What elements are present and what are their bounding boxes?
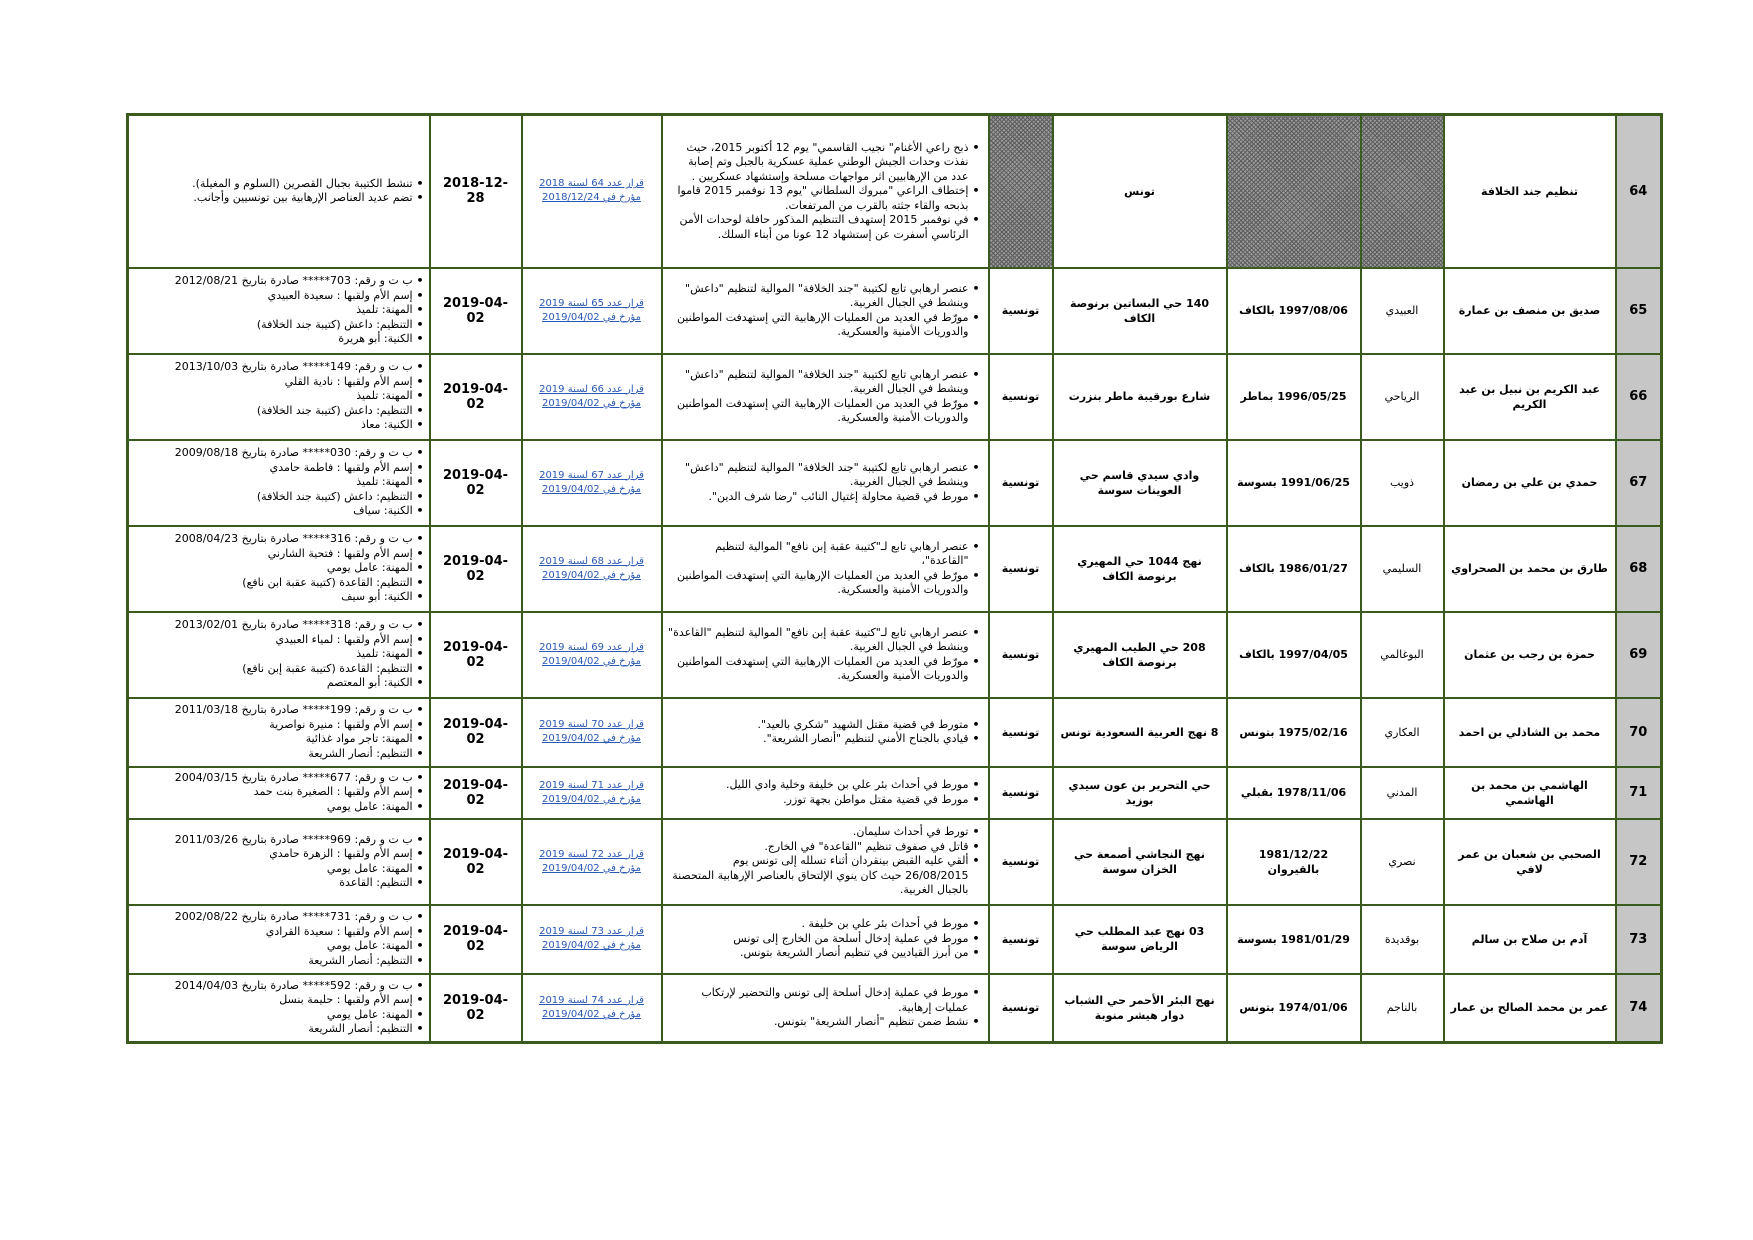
- decision-cell: [522, 612, 662, 698]
- decision-link[interactable]: قرار عدد 65 لسنة 2019 مؤرخ في 2019/04/02: [539, 297, 644, 323]
- note-line: • ب ت و رقم: 731***** صادرة بتاريخ 2002/08/22: [134, 910, 424, 925]
- surname-cell: البوغالمي: [1361, 612, 1444, 698]
- name-cell: عبد الكريم بن نبيل بن عبد الكريم: [1444, 354, 1616, 440]
- row-number-cell: 68: [1616, 526, 1662, 612]
- note-line: • الكنية: أبو المعتصم: [134, 676, 424, 691]
- surname-cell: ذويب: [1361, 440, 1444, 526]
- birth-cell: 1997/08/06 بالكاف: [1227, 268, 1361, 354]
- note-line: • إسم الأم ولقبها : منيرة نواصرية: [134, 718, 424, 733]
- note-line: • تنشط الكتيبة بجبال القصرين (السلوم و المغيلة).: [134, 177, 424, 192]
- decision-link[interactable]: قرار عدد 64 لسنة 2018 مؤرخ في 2018/12/24: [539, 178, 644, 204]
- fact-item: • تورط في أحداث سليمان.: [668, 825, 969, 840]
- row-number-cell: 71: [1616, 767, 1662, 819]
- address-cell: 03 نهج عبد المطلب حي الرياض سوسة: [1053, 905, 1227, 974]
- note-line: • المهنة: عامل يومي: [134, 561, 424, 576]
- date-cell: 2019-04-02: [430, 440, 522, 526]
- facts-cell: [662, 526, 989, 612]
- nationality-cell: تونسية: [989, 526, 1053, 612]
- nationality-cell: تونسية: [989, 905, 1053, 974]
- fact-item: • في نوفمبر 2015 إستهدف التنظيم المذكور حافلة لوحدات الأمن الرئاسي أسفرت عن إستشهاد 12 عونا من أبناء السلك.: [668, 213, 969, 242]
- note-line: • التنظيم: القاعدة: [134, 876, 424, 891]
- facts-list: [668, 986, 983, 1030]
- note-line: • ب ت و رقم: 149***** صادرة بتاريخ 2013/10/03: [134, 360, 424, 375]
- table-row: [128, 354, 1662, 440]
- notes-cell: [128, 819, 430, 905]
- surname-cell: العكاري: [1361, 698, 1444, 767]
- decision-cell: [522, 819, 662, 905]
- table-row: [128, 698, 1662, 767]
- notes-cell: [128, 354, 430, 440]
- fact-item: • متورط في قضية مقتل الشهيد "شكري بالعيد".: [668, 718, 969, 733]
- name-cell: الهاشمي بن محمد بن الهاشمي: [1444, 767, 1616, 819]
- name-cell: صديق بن منصف بن عمارة: [1444, 268, 1616, 354]
- note-line: • المهنة: عامل يومي: [134, 1008, 424, 1023]
- nationality-cell: تونسية: [989, 268, 1053, 354]
- address-cell: 140 حي البساتين برنوصة الكاف: [1053, 268, 1227, 354]
- facts-cell: [662, 974, 989, 1043]
- facts-list: [668, 461, 983, 505]
- birth-cell: 1974/01/06 بتونس: [1227, 974, 1361, 1043]
- address-cell: نهج 1044 حي المهيري برنوصة الكاف: [1053, 526, 1227, 612]
- table-row: [128, 612, 1662, 698]
- note-line: • ب ت و رقم: 316***** صادرة بتاريخ 2008/04/23: [134, 532, 424, 547]
- decision-cell: [522, 698, 662, 767]
- facts-cell: [662, 819, 989, 905]
- facts-list: [668, 825, 983, 898]
- date-cell: 2019-04-02: [430, 698, 522, 767]
- note-line: • الكنية: أبو سيف: [134, 590, 424, 605]
- name-cell: حمزة بن رجب بن عثمان: [1444, 612, 1616, 698]
- facts-list: [668, 917, 983, 961]
- nationality-cell: تونسية: [989, 612, 1053, 698]
- nationality-cell: [989, 115, 1053, 268]
- surname-cell: بالناجم: [1361, 974, 1444, 1043]
- note-line: • ب ت و رقم: 677***** صادرة بتاريخ 2004/03/15: [134, 771, 424, 786]
- surname-cell: [1361, 115, 1444, 268]
- fact-item: • عنصر ارهابي تابع لـ"كتيبة عقبة إبن نافع" الموالية لتنظيم "القاعدة" وينشط في الجبال الغربية.: [668, 626, 969, 655]
- fact-item: • مورّط في العديد من العمليات الإرهابية التي إستهدفت المواطنين والدوريات الأمنية والعسكرية.: [668, 311, 969, 340]
- note-line: • إسم الأم ولقبها : سعيدة العبيدي: [134, 289, 424, 304]
- nationality-cell: تونسية: [989, 767, 1053, 819]
- surname-cell: العبيدي: [1361, 268, 1444, 354]
- fact-item: • مورّط في العديد من العمليات الإرهابية التي إستهدفت المواطنين والدوريات الأمنية والعسكرية.: [668, 397, 969, 426]
- notes-cell: [128, 115, 430, 268]
- note-line: • التنظيم: القاعدة (كتيبة عقبة إبن نافع): [134, 662, 424, 677]
- fact-item: • نشط ضمن تنظيم "أنصار الشريعة" بتونس.: [668, 1015, 969, 1030]
- decision-link[interactable]: قرار عدد 66 لسنة 2019 مؤرخ في 2019/04/02: [539, 383, 644, 409]
- birth-cell: 1986/01/27 بالكاف: [1227, 526, 1361, 612]
- note-line: • التنظيم: أنصار الشريعة: [134, 747, 424, 762]
- birth-cell: 1975/02/16 بتونس: [1227, 698, 1361, 767]
- note-line: • التنظيم: أنصار الشريعة: [134, 1022, 424, 1037]
- address-cell: حي التحرير بن عون سيدي بوزيد: [1053, 767, 1227, 819]
- note-line: • إسم الأم ولقبها : فاطمة حامدي: [134, 461, 424, 476]
- fact-item: • مورط في أحداث بئر علي بن خليفة وخلية وادي الليل.: [668, 778, 969, 793]
- table-row: [128, 440, 1662, 526]
- decision-cell: [522, 440, 662, 526]
- fact-item: • عنصر ارهابي تابع لكتيبة "جند الخلافة" الموالية لتنظيم "داعش" وينشط في الجبال الغربية.: [668, 461, 969, 490]
- note-line: • ب ت و رقم: 030***** صادرة بتاريخ 2009/08/18: [134, 446, 424, 461]
- decision-link[interactable]: قرار عدد 69 لسنة 2019 مؤرخ في 2019/04/02: [539, 641, 644, 667]
- nationality-cell: تونسية: [989, 698, 1053, 767]
- decision-link[interactable]: قرار عدد 74 لسنة 2019 مؤرخ في 2019/04/02: [539, 994, 644, 1020]
- notes-cell: [128, 440, 430, 526]
- table-row: [128, 526, 1662, 612]
- note-line: • تضم عديد العناصر الإرهابية بين تونسيين وأجانب.: [134, 191, 424, 206]
- fact-item: • مورط في عملية إدخال أسلحة من الخارج إلى تونس: [668, 932, 969, 947]
- birth-cell: 1981/01/29 بسوسة: [1227, 905, 1361, 974]
- facts-list: [668, 778, 983, 807]
- fact-item: • مورّط في العديد من العمليات الإرهابية التي إستهدفت المواطنين والدوريات الأمنية والعسكرية.: [668, 569, 969, 598]
- table-row: [128, 767, 1662, 819]
- notes-cell: [128, 905, 430, 974]
- facts-cell: [662, 767, 989, 819]
- facts-list: [668, 282, 983, 340]
- fact-item: • مورّط في العديد من العمليات الإرهابية التي إستهدفت المواطنين والدوريات الأمنية والعسكرية.: [668, 655, 969, 684]
- name-cell: طارق بن محمد بن الصحراوي: [1444, 526, 1616, 612]
- birth-cell: 1978/11/06 بقبلي: [1227, 767, 1361, 819]
- row-number-cell: 73: [1616, 905, 1662, 974]
- designation-table: [126, 113, 1663, 1044]
- decision-link[interactable]: قرار عدد 68 لسنة 2019 مؤرخ في 2019/04/02: [539, 555, 644, 581]
- fact-item: • من أبرز القياديين في تنظيم أنصار الشريعة بتونس.: [668, 946, 969, 961]
- note-line: • التنظيم: داعش (كتيبة جند الخلافة): [134, 318, 424, 333]
- table-row: [128, 905, 1662, 974]
- note-line: • المهنة: تلميذ: [134, 389, 424, 404]
- date-cell: 2019-04-02: [430, 974, 522, 1043]
- facts-cell: [662, 698, 989, 767]
- decision-cell: [522, 354, 662, 440]
- address-cell: نهج البئر الأحمر حي الشباب دوار هيشر منوبة: [1053, 974, 1227, 1043]
- note-line: • ب ت و رقم: 318***** صادرة بتاريخ 2013/02/01: [134, 618, 424, 633]
- note-line: • المهنة: تلميذ: [134, 647, 424, 662]
- note-line: • الكنية: معاذ: [134, 418, 424, 433]
- row-number-cell: 67: [1616, 440, 1662, 526]
- surname-cell: نصري: [1361, 819, 1444, 905]
- note-line: • التنظيم: القاعدة (كتيبة عقبة ابن نافع): [134, 576, 424, 591]
- name-cell: محمد بن الشاذلي بن احمد: [1444, 698, 1616, 767]
- address-cell: شارع بورقيبة ماطر بنزرت: [1053, 354, 1227, 440]
- fact-item: • قاتل في صفوف تنظيم "القاعدة" في الخارج.: [668, 840, 969, 855]
- facts-cell: [662, 354, 989, 440]
- decision-link[interactable]: قرار عدد 70 لسنة 2019 مؤرخ في 2019/04/02: [539, 719, 644, 744]
- birth-cell: 1981/12/22 بالقيروان: [1227, 819, 1361, 905]
- table-row: [128, 819, 1662, 905]
- row-number-cell: 70: [1616, 698, 1662, 767]
- fact-item: • ألقي عليه القبض بينقردان أثناء تسلله إلى تونس يوم 26/08/2015 حيث كان ينوي الإلتحاق بالعناصر الإرهابية المتحصنة بالجبال الغربية.: [668, 854, 969, 898]
- note-line: • ب ت و رقم: 703***** صادرة بتاريخ 2012/08/21: [134, 274, 424, 289]
- facts-list: [668, 141, 983, 243]
- birth-cell: [1227, 115, 1361, 268]
- note-line: • الكنية: أبو هريرة: [134, 332, 424, 347]
- note-line: • التنظيم: أنصار الشريعة: [134, 954, 424, 969]
- note-line: • المهنة: عامل يومي: [134, 862, 424, 877]
- fact-item: • ذبح راعي الأغنام" نجيب القاسمي" يوم 12 أكتوبر 2015، حيث نفذت وحدات الجيش الوطني عملية عسكرية بالجبل وتم إصابة عدد من الإرهابيين اثر مواجهات مسلحة وإستشهاد عسكريين .: [668, 141, 969, 185]
- birth-cell: 1996/05/25 بماطر: [1227, 354, 1361, 440]
- date-cell: 2019-04-02: [430, 767, 522, 819]
- note-line: • ب ت و رقم: 969***** صادرة بتاريخ 2011/03/26: [134, 833, 424, 848]
- date-cell: 2019-04-02: [430, 612, 522, 698]
- date-cell: 2019-04-02: [430, 819, 522, 905]
- decision-link[interactable]: قرار عدد 72 لسنة 2019 مؤرخ في 2019/04/02: [539, 848, 644, 874]
- decision-cell: [522, 268, 662, 354]
- notes-cell: [128, 268, 430, 354]
- notes-cell: [128, 974, 430, 1043]
- date-cell: 2019-04-02: [430, 268, 522, 354]
- fact-item: • مورط في قضية محاولة إغتيال النائب "رضا شرف الدين".: [668, 490, 969, 505]
- note-line: • الكنية: سياف: [134, 504, 424, 519]
- decision-cell: [522, 974, 662, 1043]
- note-line: • التنظيم: داعش (كتيبة جند الخلافة): [134, 490, 424, 505]
- table-row: [128, 268, 1662, 354]
- note-line: • إسم الأم ولقبها : حليمة بنسل: [134, 993, 424, 1008]
- name-cell: عمر بن محمد الصالح بن عمار: [1444, 974, 1616, 1043]
- note-line: • المهنة: تاجر مواد غذائية: [134, 732, 424, 747]
- birth-cell: 1991/06/25 بسوسة: [1227, 440, 1361, 526]
- facts-cell: [662, 612, 989, 698]
- facts-cell: [662, 440, 989, 526]
- row-number-cell: 66: [1616, 354, 1662, 440]
- name-cell: آدم بن صلاح بن سالم: [1444, 905, 1616, 974]
- facts-cell: [662, 268, 989, 354]
- surname-cell: الرياحي: [1361, 354, 1444, 440]
- fact-item: • عنصر ارهابي تابع لكتيبة "جند الخلافة" الموالية لتنظيم "داعش" وينشط في الجبال الغربية.: [668, 368, 969, 397]
- date-cell: 2019-04-02: [430, 905, 522, 974]
- nationality-cell: تونسية: [989, 354, 1053, 440]
- note-line: • إسم الأم ولقبها : لمياء العبيدي: [134, 633, 424, 648]
- fact-item: • عنصر ارهابي تابع لـ"كتيبة عقبة إبن نافع" الموالية لتنظيم "القاعدة"،: [668, 540, 969, 569]
- note-line: • ب ت و رقم: 592***** صادرة بتاريخ 2014/04/03: [134, 979, 424, 994]
- note-line: • المهنة: عامل يومي: [134, 800, 424, 815]
- decision-cell: [522, 115, 662, 268]
- table-row: [128, 115, 1662, 268]
- date-cell: 2019-04-02: [430, 354, 522, 440]
- fact-item: • إختطاف الراعي "مبروك السلطاني "يوم 13 نوفمبر 2015 قاموا بذبحه والقاء جثته بالقرب من المرتفعات.: [668, 184, 969, 213]
- note-line: • التنظيم: داعش (كتيبة جند الخلافة): [134, 404, 424, 419]
- row-number-cell: 74: [1616, 974, 1662, 1043]
- address-cell: نهج النجاشي أصمعة حي الخزان سوسة: [1053, 819, 1227, 905]
- note-line: • إسم الأم ولقبها : نادية القلي: [134, 375, 424, 390]
- row-number-cell: 65: [1616, 268, 1662, 354]
- nationality-cell: تونسية: [989, 819, 1053, 905]
- address-cell: وادي سيدي قاسم حي العوينات سوسة: [1053, 440, 1227, 526]
- note-line: • ب ت و رقم: 199***** صادرة بتاريخ 2011/03/18: [134, 703, 424, 718]
- date-cell: 2019-04-02: [430, 526, 522, 612]
- name-cell: حمدي بن علي بن رمضان: [1444, 440, 1616, 526]
- decision-link[interactable]: قرار عدد 73 لسنة 2019 مؤرخ في 2019/04/02: [539, 926, 644, 951]
- notes-cell: [128, 612, 430, 698]
- decision-cell: [522, 526, 662, 612]
- nationality-cell: تونسية: [989, 440, 1053, 526]
- note-line: • إسم الأم ولقبها : الصغيرة بنت حمد: [134, 785, 424, 800]
- name-cell: الصحبي بن شعبان بن عمر لافي: [1444, 819, 1616, 905]
- note-line: • إسم الأم ولقبها : سعيدة القرادي: [134, 925, 424, 940]
- name-cell: تنظيم جند الخلافة: [1444, 115, 1616, 268]
- note-line: • المهنة: تلميذ: [134, 303, 424, 318]
- facts-cell: [662, 115, 989, 268]
- row-number-cell: 69: [1616, 612, 1662, 698]
- address-cell: تونس: [1053, 115, 1227, 268]
- notes-cell: [128, 698, 430, 767]
- note-line: • إسم الأم ولقبها : الزهرة حامدي: [134, 847, 424, 862]
- note-line: • إسم الأم ولقبها : فتحية الشارني: [134, 547, 424, 562]
- facts-list: [668, 368, 983, 426]
- fact-item: • مورط في أحداث بئر علي بن خليفة .: [668, 917, 969, 932]
- birth-cell: 1997/04/05 بالكاف: [1227, 612, 1361, 698]
- decision-cell: [522, 767, 662, 819]
- table-row: [128, 974, 1662, 1043]
- decision-link[interactable]: قرار عدد 71 لسنة 2019 مؤرخ في 2019/04/02: [539, 779, 644, 805]
- decision-cell: [522, 905, 662, 974]
- note-line: • المهنة: عامل يومي: [134, 939, 424, 954]
- notes-cell: [128, 526, 430, 612]
- surname-cell: بوقديدة: [1361, 905, 1444, 974]
- address-cell: 208 حي الطيب المهيري برنوصة الكاف: [1053, 612, 1227, 698]
- facts-list: [668, 718, 983, 747]
- row-number-cell: 64: [1616, 115, 1662, 268]
- date-cell: 2018-12-28: [430, 115, 522, 268]
- surname-cell: المدني: [1361, 767, 1444, 819]
- row-number-cell: 72: [1616, 819, 1662, 905]
- note-line: • المهنة: تلميذ: [134, 475, 424, 490]
- notes-cell: [128, 767, 430, 819]
- facts-list: [668, 540, 983, 598]
- address-cell: 8 نهج العربية السعودية تونس: [1053, 698, 1227, 767]
- decision-link[interactable]: قرار عدد 67 لسنة 2019 مؤرخ في 2019/04/02: [539, 469, 644, 495]
- fact-item: • مورط في عملية إدخال أسلحة إلى تونس والتحضير لإرتكاب عمليات إرهابية.: [668, 986, 969, 1015]
- surname-cell: السليمي: [1361, 526, 1444, 612]
- facts-cell: [662, 905, 989, 974]
- fact-item: • قيادي بالجناح الأمني لتنظيم "أنصار الشريعة".: [668, 732, 969, 747]
- fact-item: • عنصر ارهابي تابع لكتيبة "جند الخلافة" الموالية لتنظيم "داعش" وينشط في الجبال الغربية.: [668, 282, 969, 311]
- nationality-cell: تونسية: [989, 974, 1053, 1043]
- facts-list: [668, 626, 983, 684]
- fact-item: • مورط في قضية مقتل مواطن بجهة توزر.: [668, 793, 969, 808]
